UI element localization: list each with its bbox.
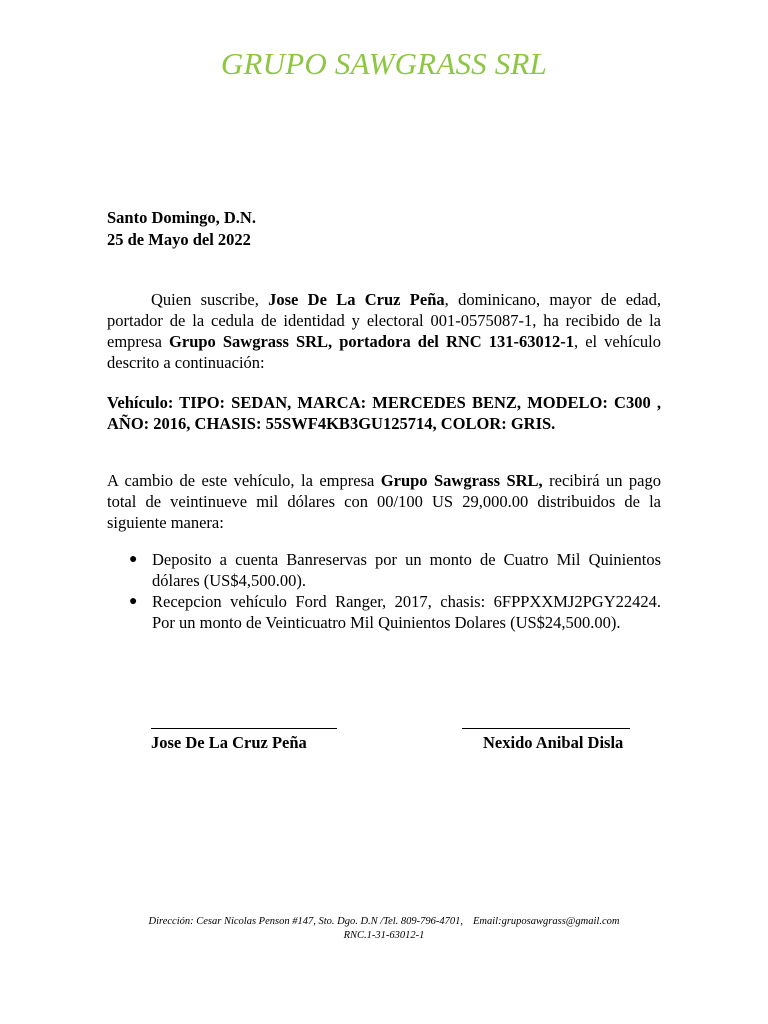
- footer-email: Email:gruposawgrass@gmail.com: [473, 916, 620, 927]
- receipt-paragraph: [107, 289, 661, 373]
- signature-line-right: [462, 728, 630, 729]
- list-item-text: Recepcion vehículo Ford Ranger, 2017, chasis: 6FPPXXMJ2PGY22424. Por un monto de Veinticuatro Mil Quinientos Dolares (US$24,500.00).: [152, 592, 661, 632]
- p3-text-1: A cambio de este vehículo, la empresa: [107, 471, 381, 490]
- p3-text-2: recibirá un pago total de veintinueve mil dólares con 00/100 US 29,000.00 distribuidos de la siguiente manera:: [107, 471, 661, 532]
- list-item: [107, 549, 661, 591]
- signature-name-left: Jose De La Cruz Peña: [151, 733, 307, 752]
- signature-line-left: [151, 728, 337, 729]
- payment-paragraph: [107, 470, 661, 533]
- location-line: Santo Domingo, D.N.: [107, 208, 256, 227]
- footer-contact-line: [0, 915, 768, 929]
- date-line: 25 de Mayo del 2022: [107, 230, 251, 249]
- place-date-block: [107, 207, 256, 251]
- list-item-text: Deposito a cuenta Banreservas por un monto de Cuatro Mil Quinientos dólares (US$4,500.00).: [152, 550, 661, 590]
- p1-text-2: , dominicano, mayor de edad, portador de la cedula de identidad y electoral 001-0575087-1, ha recibido de la empresa: [107, 290, 661, 351]
- signature-name-right: Nexido Anibal Disla: [483, 733, 624, 752]
- footer-rnc: RNC.1-31-63012-1: [343, 930, 425, 941]
- p1-text-1: Quien suscribe,: [151, 290, 269, 309]
- company-rnc: Grupo Sawgrass SRL, portadora del RNC 131-63012-1: [169, 332, 574, 351]
- list-item: [107, 591, 661, 633]
- vehicle-description: Vehículo: TIPO: SEDAN, MARCA: MERCEDES BENZ, MODELO: C300 , AÑO: 2016, CHASIS: 55SWF4KB3GU125714, COLOR: GRIS.: [107, 393, 661, 433]
- p1-text-3: , el vehículo descrito a continuación:: [107, 332, 661, 372]
- signer-name: Jose De La Cruz Peña: [268, 290, 445, 309]
- footer: [0, 915, 768, 943]
- company-title: GRUPO SAWGRASS SRL: [220, 46, 548, 81]
- payment-list: [107, 549, 661, 633]
- footer-address: Dirección: Cesar Nicolas Penson #147, Sto. Dgo. D.N /Tel. 809-796-4701,: [148, 916, 464, 927]
- payment-company: Grupo Sawgrass SRL,: [380, 471, 543, 490]
- bullet-icon: ●: [129, 594, 138, 609]
- bullet-icon: ●: [129, 552, 138, 567]
